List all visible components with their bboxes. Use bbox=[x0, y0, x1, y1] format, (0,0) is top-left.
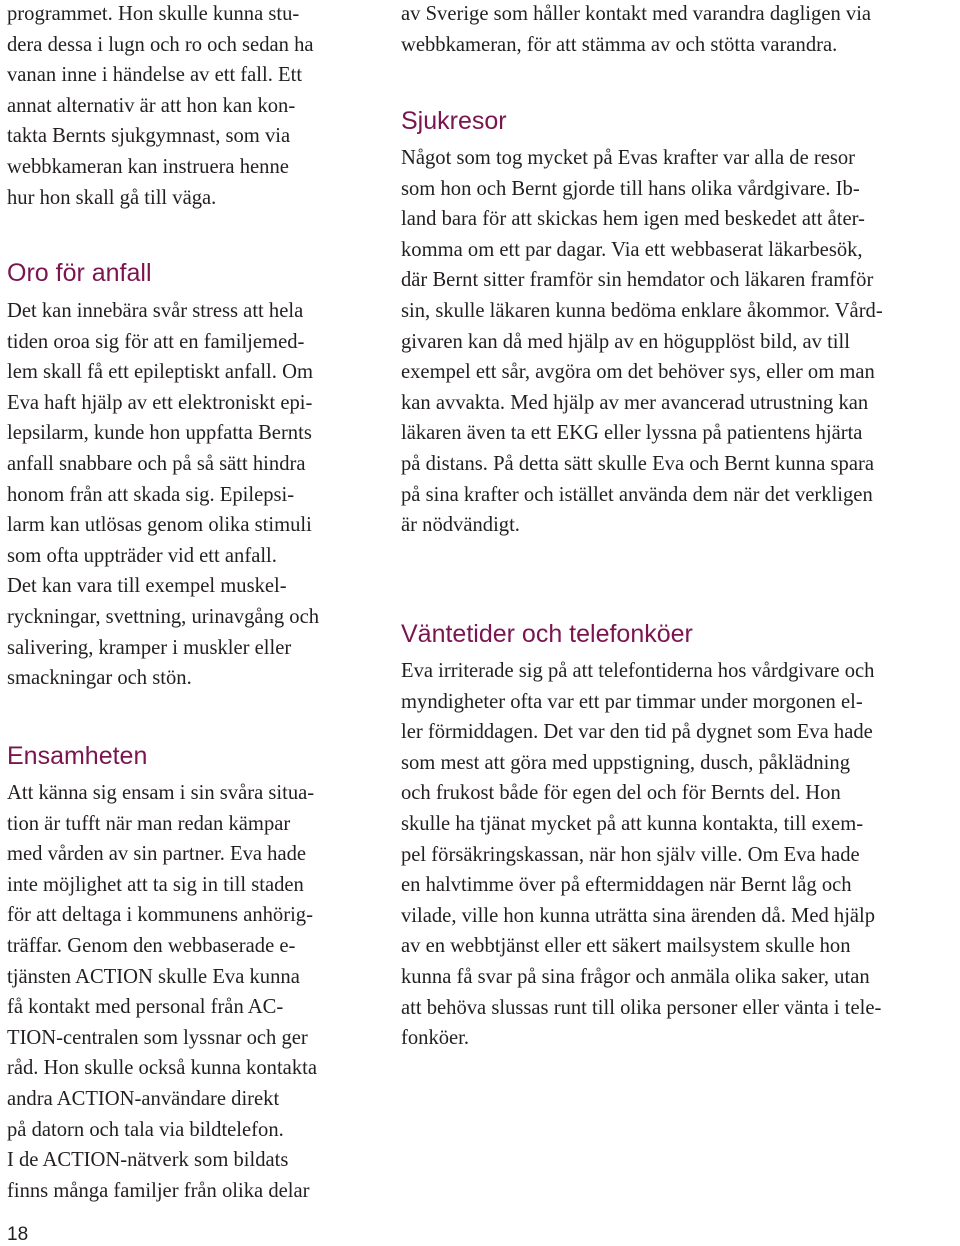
paragraph-oro-for-anfall: Det kan innebära svår stress att hela tiden oroa sig för att en familjemed- lem skall få ett epileptiskt anfall. Om Eva haft hjälp av ett elektroniskt epi- lepsilarm, kunde hon uppfatta Bernts anfall snabbare och på så sätt hindra honom från att skada sig. Epilepsi- larm kan utlösas genom olika stimuli som ofta uppträder vid ett anfall. Det kan vara till exempel muskel- ryckningar, svettning, urinavgång och salivering, kramper i muskler eller smackningar och stön. bbox=[7, 300, 320, 690]
paragraph-ensamheten: Att känna sig ensam i sin svåra situa- tion är tufft när man redan kämpar med vården av sin partner. Eva hade inte möjlighet att ta sig in till staden för att deltaga i kommunens anhörig- träffar. Genom den webbaserade e- tjänsten ACTION skulle Eva kunna få kontakt med personal från AC- TION-centralen som lyssnar och ger råd. Hon skulle också kunna kontakta andra ACTION-användare direkt på datorn och tala via bildtelefon. I de ACTION-nätverk som bildats finns många familjer från olika delar bbox=[7, 782, 317, 1202]
heading-ensamheten: Ensamheten bbox=[7, 742, 148, 770]
paragraph-vantetider-och-telefonkoer: Eva irriterade sig på att telefontiderna hos vårdgivare och myndigheter ofta var ett par timmar under morgonen el- ler förmiddagen. Det var den tid på dygnet som Eva hade som mest att göra med uppstigning, dusch, påklädning och frukost både för egen del och för Bernts del. Hon skulle ha tjänat mycket på att kunna kontakta, till exem- pel försäkringskassan, när hon själv ville. Om Eva hade en halvtimme över på eftermiddagen när Bernt låg och vilade, ville hon kunna uträtta sina ärenden då. Med hjälp av en webbtjänst eller ett säkert mailsystem skulle hon kunna få svar på sina frågor och anmäla olika saker, utan att behöva slussas runt till olika personer eller vänta i tele- fonköer. bbox=[401, 660, 882, 1050]
right-intro-paragraph: av Sverige som håller kontakt med varandra dagligen via webbkameran, för att stämma av och stötta varandra. bbox=[401, 3, 872, 56]
left-intro-paragraph: programmet. Hon skulle kunna stu- dera dessa i lugn och ro och sedan ha vanan inne i händelse av ett fall. Ett annat alternativ är att hon kan kon- takta Bernts sjukgymnast, som via webbkameran kan instruera henne hur hon skall gå till väga. bbox=[7, 3, 314, 209]
page-number: 18 bbox=[7, 1224, 29, 1245]
heading-sjukresor: Sjukresor bbox=[401, 107, 507, 135]
paragraph-sjukresor: Något som tog mycket på Evas krafter var alla de resor som hon och Bernt gjorde till hans olika vårdgivare. Ib- land bara för att skickas hem igen med beskedet att åter- komma om ett par dagar. Via ett webbaserat läkarbesök, där Bernt sitter framför sin hemdator och läkaren framför sin, skulle läkaren kunna bedöma enklare åkommor. Vård- givaren kan då med hjälp av en högupplöst bild, av till exempel ett sår, avgöra om det behöver sys, eller om man kan avvakta. Med hjälp av mer avancerad utrustning kan läkaren även ta ett EKG eller lyssna på patientens hjärta på distans. På detta sätt skulle Eva och Bernt kunna spara på sina krafter och istället använda dem när det verkligen är nödvändigt. bbox=[401, 147, 883, 537]
heading-oro-for-anfall: Oro för anfall bbox=[7, 259, 152, 287]
heading-vantetider-och-telefonkoer: Väntetider och telefonköer bbox=[401, 620, 693, 648]
